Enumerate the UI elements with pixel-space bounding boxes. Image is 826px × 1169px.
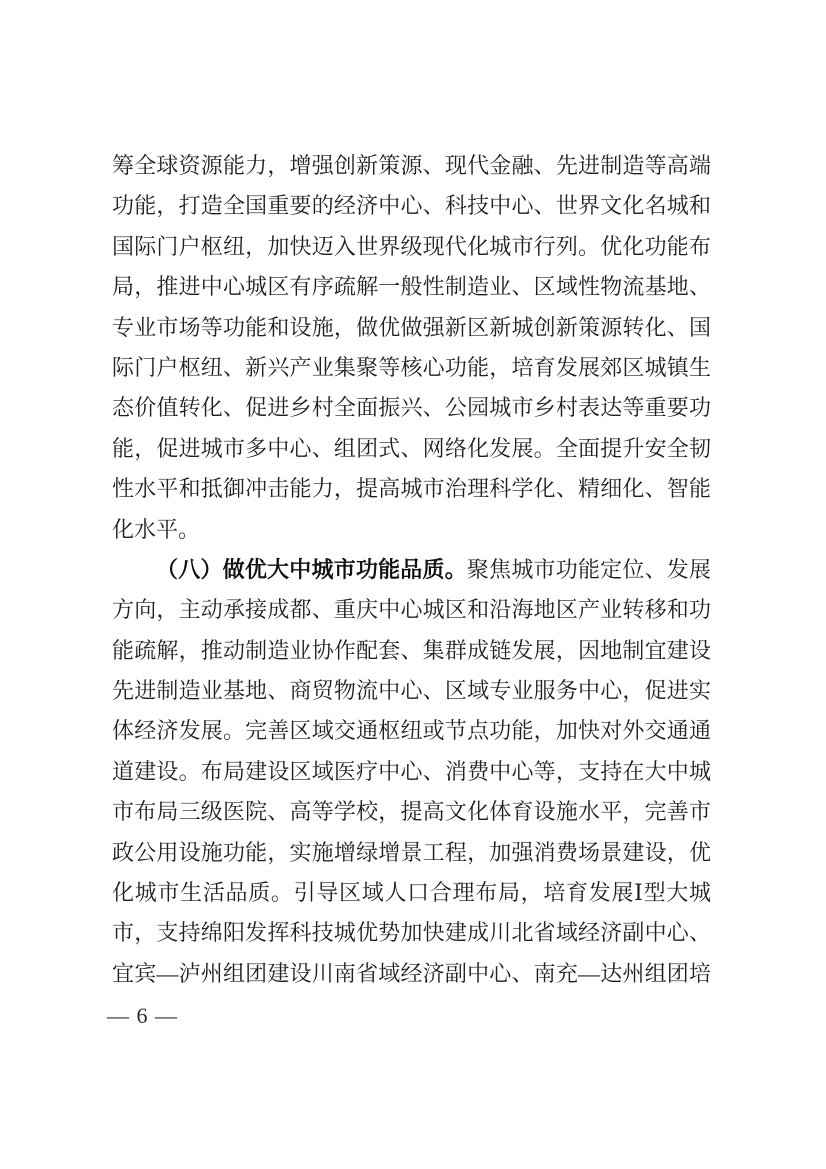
body-line: 政公用设施功能，实施增绿增景工程，加强消费场景建设，优 — [112, 839, 711, 865]
body-line: 方向，主动承接成都、重庆中心城区和沿海地区产业转移和功 — [112, 597, 711, 623]
body-line: 市布局三级医院、高等学校，提高文化体育设施水平，完善市 — [112, 799, 711, 825]
body-line: 化城市生活品质。引导区域人口合理布局，培育发展Ⅰ型大城 — [112, 880, 711, 906]
body-line: 先进制造业基地、商贸物流中心、区域专业服务中心，促进实 — [112, 678, 711, 704]
body-line-section-start — [112, 550, 711, 590]
body-line: 专业市场等功能和设施，做优做强新区新城创新策源转化、国 — [112, 314, 711, 340]
body-line: 局，推进中心城区有序疏解一般性制造业、区域性物流基地、 — [112, 274, 711, 300]
body-line: 宜宾—泸州组团建设川南省域经济副中心、南充—达州组团培 — [112, 960, 711, 986]
body-line: 筹全球资源能力，增强创新策源、现代金融、先进制造等高端 — [112, 153, 711, 178]
body-line: 道建设。布局建设区域医疗中心、消费中心等，支持在大中城 — [112, 758, 711, 784]
body-line: 市，支持绵阳发挥科技城优势加快建成川北省域经济副中心、 — [112, 920, 711, 946]
body-line: 际门户枢纽、新兴产业集聚等核心功能，培育发展郊区城镇生 — [112, 354, 711, 380]
body-line-paragraph-end: 化水平。 — [112, 516, 201, 542]
page-number: — 6 — — [107, 1003, 178, 1028]
body-line: 功能，打造全国重要的经济中心、科技中心、世界文化名城和 — [112, 193, 711, 219]
body-line: 性水平和抵御冲击能力，提高城市治理科学化、精细化、智能 — [112, 476, 711, 502]
body-line: 国际门户枢纽，加快迈入世界级现代化城市行列。优化功能布 — [112, 233, 711, 259]
body-line: 能疏解，推动制造业协作配套、集群成链发展，因地制宜建设 — [112, 637, 711, 663]
section-first-line-text: 聚焦城市功能定位、发展 — [466, 556, 711, 582]
body-line: 体经济发展。完善区域交通枢纽或节点功能，加快对外交通通 — [112, 718, 711, 744]
document-body — [112, 146, 711, 994]
body-line: 能，促进城市多中心、组团式、网络化发展。全面提升安全韧 — [112, 435, 711, 461]
section-heading: （八）做优大中城市功能品质。 — [156, 556, 467, 582]
body-line: 态价值转化、促进乡村全面振兴、公园城市乡村表达等重要功 — [112, 395, 711, 421]
